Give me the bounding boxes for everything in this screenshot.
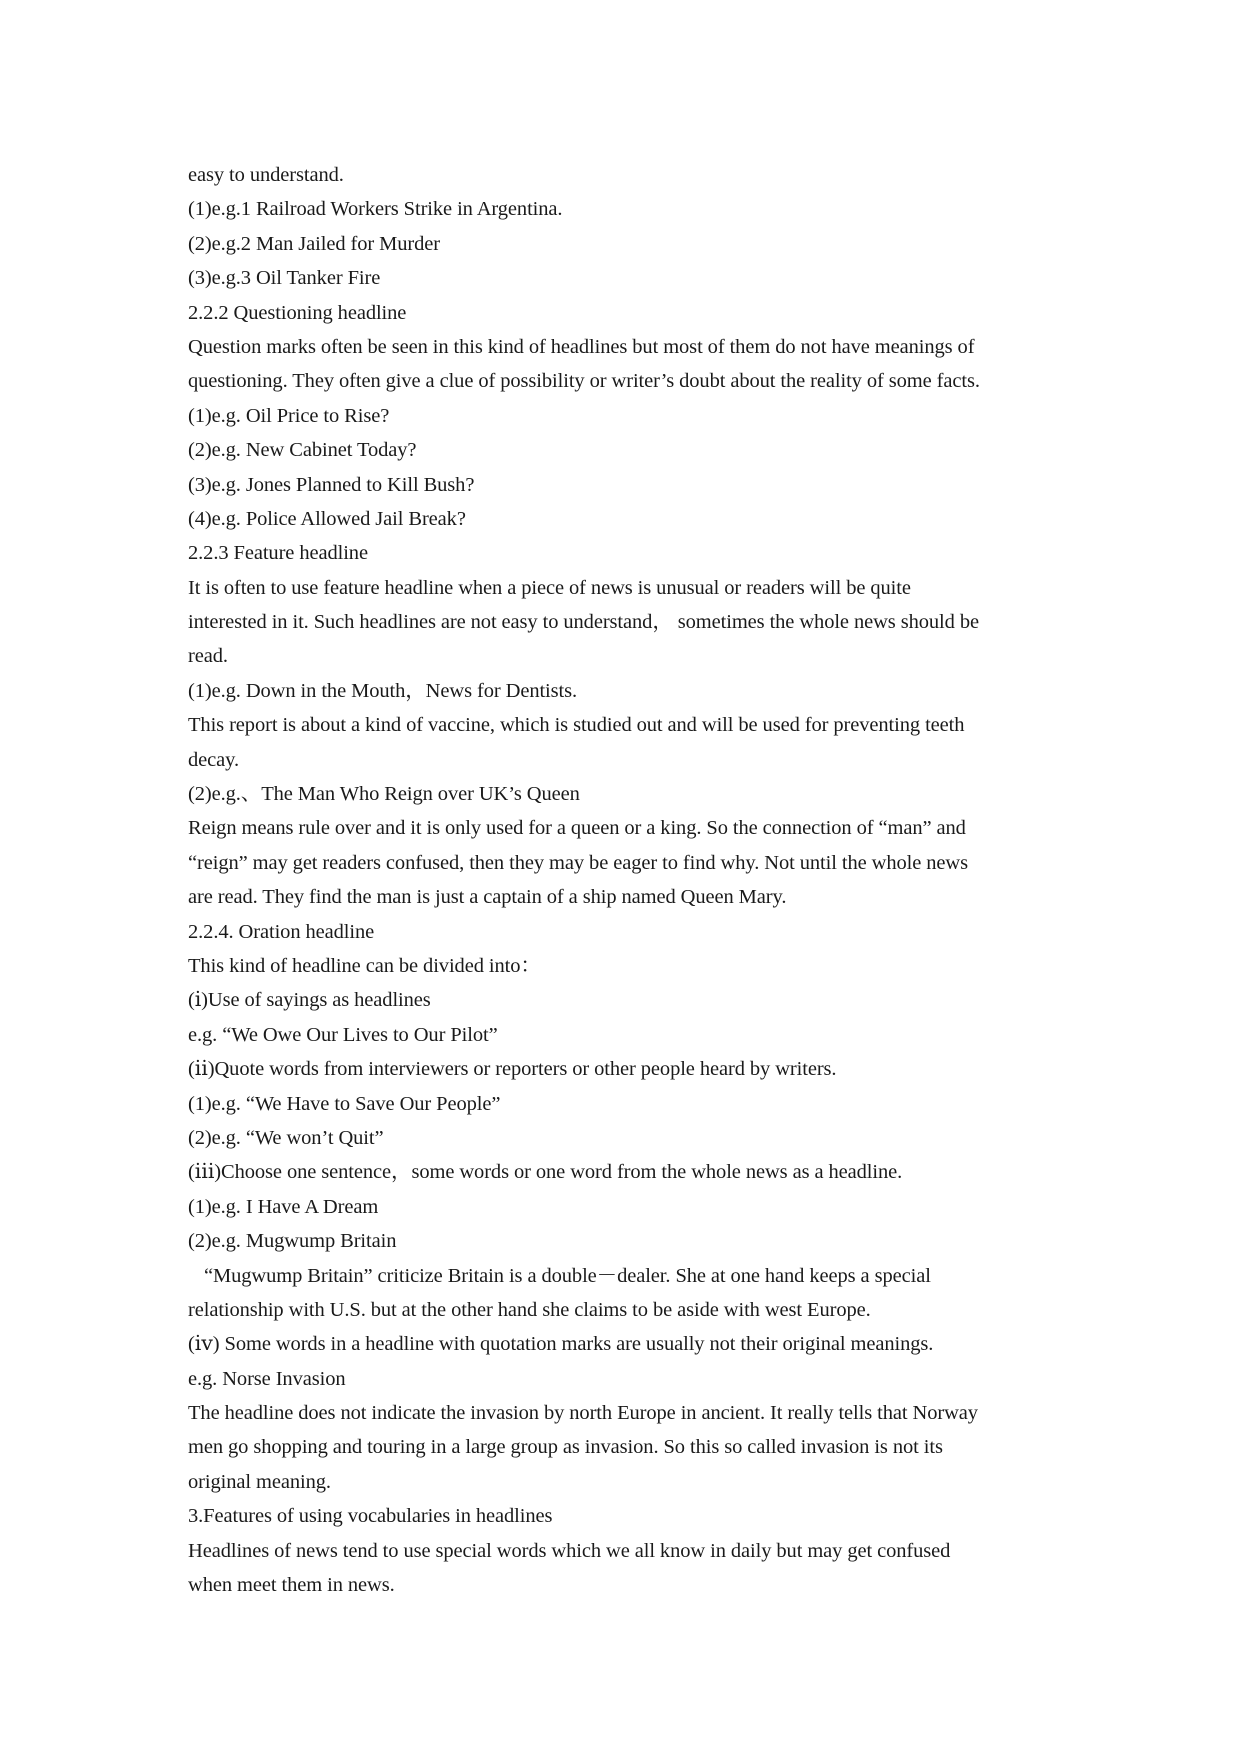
text-line: This report is about a kind of vaccine, which is studied out and will be used for preventing teeth — [188, 714, 965, 737]
section-heading: 2.2.3 Feature headline — [188, 542, 368, 565]
example-line: (2)e.g. New Cabinet Today? — [188, 439, 417, 462]
example-line: (3)e.g. Jones Planned to Kill Bush? — [188, 473, 475, 496]
example-line: e.g. Norse Invasion — [188, 1367, 346, 1390]
list-item: (ⅳ) Some words in a headline with quotation marks are usually not their original meanings. — [188, 1333, 934, 1356]
text-line: The headline does not indicate the invasion by north Europe in ancient. It really tells that Norway — [188, 1402, 978, 1425]
text-line: It is often to use feature headline when a piece of news is unusual or readers will be quite — [188, 576, 911, 599]
example-line: (1)e.g. Down in the Mouth，News for Dentists. — [188, 679, 578, 702]
text-line: Question marks often be seen in this kind of headlines but most of them do not have meanings of — [188, 335, 975, 358]
text-line: This kind of headline can be divided into： — [188, 954, 541, 977]
text-line: when meet them in news. — [188, 1574, 395, 1597]
text-line: easy to understand. — [188, 164, 344, 186]
section-heading: 3.Features of using vocabularies in headlines — [188, 1505, 553, 1528]
text-line: decay. — [188, 748, 239, 771]
example-line: e.g. “We Owe Our Lives to Our Pilot” — [188, 1023, 498, 1046]
text-line: “reign” may get readers confused, then they may be eager to find why. Not until the whole news — [188, 851, 968, 874]
text-line: “Mugwump Britain” criticize Britain is a double－dealer. She at one hand keeps a special — [204, 1264, 931, 1287]
text-line: read. — [188, 645, 228, 668]
text-line: interested in it. Such headlines are not easy to understand， sometimes the whole news should be — [188, 611, 979, 634]
example-line: (3)e.g.3 Oil Tanker Fire — [188, 267, 381, 290]
text-line: Reign means rule over and it is only used for a queen or a king. So the connection of “man” and — [188, 817, 966, 840]
text-line: men go shopping and touring in a large group as invasion. So this so called invasion is not its — [188, 1436, 943, 1459]
text-line: are read. They find the man is just a captain of a ship named Queen Mary. — [188, 886, 787, 909]
text-line: Headlines of news tend to use special words which we all know in daily but may get confused — [188, 1539, 951, 1562]
example-line: (4)e.g. Police Allowed Jail Break? — [188, 507, 466, 530]
text-line: original meaning. — [188, 1470, 331, 1493]
example-line: (1)e.g. Oil Price to Rise? — [188, 404, 390, 427]
section-heading: 2.2.4. Oration headline — [188, 920, 375, 943]
example-line: (1)e.g. “We Have to Save Our People” — [188, 1092, 501, 1115]
example-line: (2)e.g. “We won’t Quit” — [188, 1126, 384, 1149]
example-line: (2)e.g.2 Man Jailed for Murder — [188, 232, 441, 255]
example-line: (2)e.g. Mugwump Britain — [188, 1230, 397, 1253]
text-line: questioning. They often give a clue of possibility or writer’s doubt about the reality of some facts. — [188, 370, 980, 393]
document-body — [188, 158, 1068, 1602]
example-line: (2)e.g.、The Man Who Reign over UK’s Queen — [188, 783, 580, 806]
list-item: (ⅲ)Choose one sentence，some words or one word from the whole news as a headline. — [188, 1161, 903, 1184]
list-item: (ⅰ)Use of sayings as headlines — [188, 989, 431, 1012]
text-line: relationship with U.S. but at the other hand she claims to be aside with west Europe. — [188, 1298, 871, 1321]
section-heading: 2.2.2 Questioning headline — [188, 301, 407, 324]
example-line: (1)e.g.1 Railroad Workers Strike in Argentina. — [188, 198, 563, 221]
list-item: (ⅱ)Quote words from interviewers or reporters or other people heard by writers. — [188, 1058, 837, 1081]
example-line: (1)e.g. I Have A Dream — [188, 1195, 379, 1218]
